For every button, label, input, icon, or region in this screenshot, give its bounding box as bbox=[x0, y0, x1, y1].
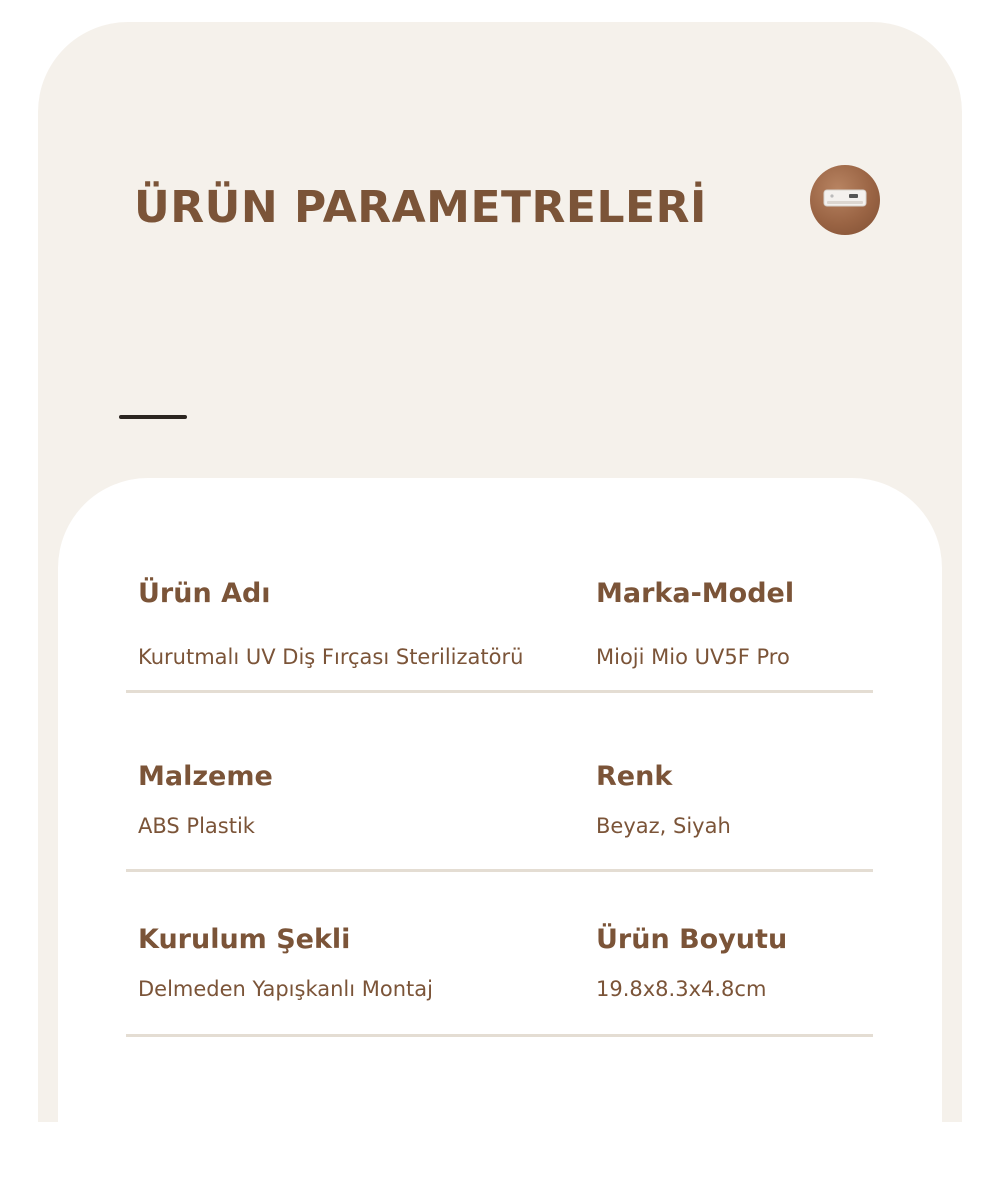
accent-bar bbox=[119, 415, 187, 419]
parameters-card bbox=[58, 478, 942, 1178]
parameter-label: Ürün Adı bbox=[138, 578, 271, 609]
parameter-material bbox=[138, 761, 273, 838]
parameter-value: Beyaz, Siyah bbox=[596, 814, 731, 838]
parameter-brand-model bbox=[596, 578, 794, 669]
parameter-product-name bbox=[138, 578, 523, 669]
parameter-row bbox=[126, 761, 873, 872]
parameter-size bbox=[596, 924, 787, 1001]
parameter-value: ABS Plastik bbox=[138, 814, 255, 838]
wall-mounted-sterilizer-icon bbox=[822, 185, 868, 215]
parameter-label: Malzeme bbox=[138, 761, 273, 792]
parameter-installation bbox=[138, 924, 433, 1001]
parameter-label: Marka-Model bbox=[596, 578, 795, 609]
parameter-row bbox=[126, 924, 873, 1037]
page-title: ÜRÜN PARAMETRELERİ bbox=[134, 182, 707, 233]
parameter-label: Renk bbox=[596, 761, 673, 792]
parameter-value: Delmeden Yapışkanlı Montaj bbox=[138, 977, 433, 1001]
parameter-label: Ürün Boyutu bbox=[596, 924, 788, 955]
parameter-color bbox=[596, 761, 731, 838]
parameter-value: Mioji Mio UV5F Pro bbox=[596, 645, 790, 669]
parameter-row bbox=[126, 578, 873, 693]
product-badge bbox=[810, 165, 880, 235]
parameter-label: Kurulum Şekli bbox=[138, 924, 351, 955]
parameters-panel bbox=[38, 22, 962, 1122]
parameter-value: 19.8x8.3x4.8cm bbox=[596, 977, 767, 1001]
parameter-value: Kurutmalı UV Diş Fırçası Sterilizatörü bbox=[138, 645, 524, 669]
